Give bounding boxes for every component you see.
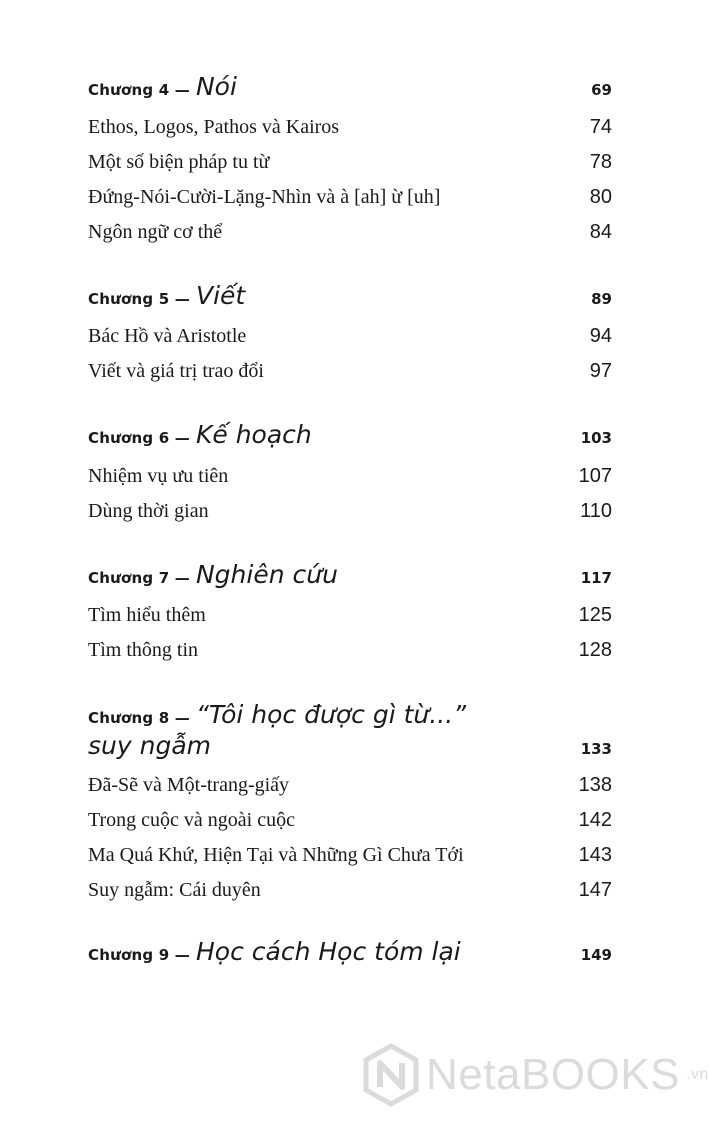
toc-entry (88, 844, 612, 867)
entry-page-number: 94 (589, 325, 612, 347)
chapter-title-line-1: “Tôi học được gì từ...” (195, 700, 467, 729)
chapter-8-heading (88, 700, 612, 760)
chapter-title: Viết (195, 281, 246, 310)
entry-title: Viết và giá trị trao đổi (88, 360, 264, 382)
chapter-title: Học cách Học tóm lại (195, 937, 461, 966)
entry-page-number: 110 (580, 500, 612, 522)
entry-title: Ethos, Logos, Pathos và Kairos (88, 116, 340, 138)
chapter-9-heading (88, 937, 612, 966)
chapter-page-number: 89 (591, 290, 612, 308)
chapter-label: Chương 5 — (88, 290, 190, 308)
entry-page-number: 138 (578, 774, 612, 796)
chapter-title: Kế hoạch (195, 420, 312, 449)
chapter-label: Chương 8 — (88, 709, 190, 727)
watermark-suffix: .vn (685, 1066, 709, 1083)
chapter-page-number: 117 (580, 569, 612, 587)
entry-page-number: 142 (578, 809, 612, 831)
chapter-label: Chương 9 — (88, 946, 190, 964)
toc-entry (88, 639, 612, 662)
toc-entry (88, 221, 612, 244)
chapter-title: Nghiên cứu (195, 560, 338, 589)
entry-title: Đứng-Nói-Cười-Lặng-Nhìn và à [ah] ừ [uh] (88, 186, 441, 208)
entry-title: Đã-Sẽ và Một-trang-giấy (88, 774, 290, 796)
toc-entry (88, 879, 612, 902)
chapter-label: Chương 6 — (88, 429, 190, 447)
toc-entry (88, 604, 612, 627)
toc-entry (88, 809, 612, 832)
chapter-page-number: 133 (580, 740, 612, 758)
entry-title: Nhiệm vụ ưu tiên (88, 465, 229, 487)
entry-page-number: 80 (589, 186, 612, 208)
toc-entry (88, 360, 612, 383)
entry-page-number: 74 (589, 116, 612, 138)
toc-entry (88, 500, 612, 523)
entry-title: Ma Quá Khứ, Hiện Tại và Những Gì Chưa Tới (88, 844, 464, 866)
entry-page-number: 84 (589, 221, 612, 243)
entry-page-number: 143 (578, 844, 612, 866)
entry-page-number: 107 (578, 465, 612, 487)
entry-title: Ngôn ngữ cơ thể (88, 221, 223, 243)
entry-title: Bác Hồ và Aristotle (88, 325, 247, 347)
netabooks-logo-icon (362, 1043, 420, 1107)
entry-title: Tìm thông tin (88, 639, 198, 661)
entry-page-number: 78 (589, 151, 612, 173)
chapter-label: Chương 7 — (88, 569, 190, 587)
entry-title: Dùng thời gian (88, 500, 209, 522)
entry-page-number: 97 (589, 360, 612, 382)
entry-title: Suy ngẫm: Cái duyên (88, 879, 261, 901)
entry-title: Trong cuộc và ngoài cuộc (88, 809, 295, 831)
watermark-brand: NetaBOOKS (426, 1050, 680, 1099)
toc-entry (88, 465, 612, 488)
entry-title: Một số biện pháp tu từ (88, 151, 270, 173)
entry-page-number: 147 (578, 879, 612, 901)
chapter-page-number: 103 (580, 429, 612, 447)
toc-entry (88, 774, 612, 797)
toc-entry (88, 186, 612, 209)
toc-entry (88, 325, 612, 348)
entry-title: Tìm hiểu thêm (88, 604, 206, 626)
netabooks-watermark (362, 1040, 709, 1110)
toc-entry (88, 151, 612, 174)
entry-page-number: 125 (578, 604, 612, 626)
chapter-7-heading (88, 560, 612, 589)
chapter-page-number: 149 (580, 946, 612, 964)
chapter-page-number: 69 (591, 81, 612, 99)
chapter-5-heading (88, 281, 612, 310)
toc-entry (88, 116, 612, 139)
chapter-6-heading (88, 420, 612, 449)
chapter-4-heading (88, 72, 612, 101)
entry-page-number: 128 (578, 639, 612, 661)
chapter-label: Chương 4 — (88, 81, 190, 99)
chapter-title: Nói (195, 72, 237, 101)
chapter-title-line-2: suy ngẫm (88, 731, 211, 760)
